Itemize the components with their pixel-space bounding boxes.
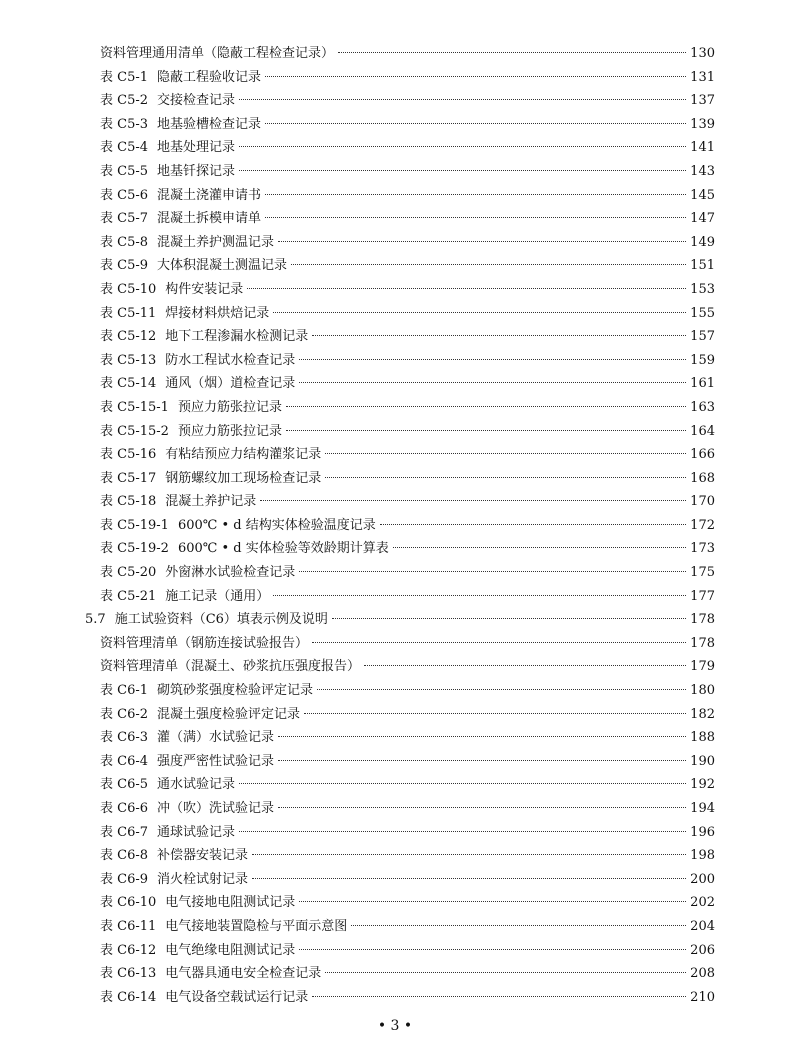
- toc-entry[interactable]: [85, 797, 715, 821]
- toc-entry-page: 168: [690, 470, 715, 486]
- dot-leader: [239, 169, 686, 171]
- toc-entry-code: 表 C5-11: [100, 305, 157, 321]
- toc-entry-code: 表 C5-10: [100, 281, 157, 297]
- dot-leader: [325, 971, 686, 973]
- dot-leader: [239, 830, 686, 832]
- toc-entry-code: 表 C6-8: [100, 848, 149, 864]
- toc-entry-title: 砌筑砂浆强度检验评定记录: [157, 683, 314, 699]
- toc-entry-title: 电气接地电阻测试记录: [165, 895, 296, 911]
- toc-entry-title: 通风（烟）道检查记录: [165, 376, 296, 392]
- dot-leader: [325, 476, 686, 478]
- toc-entry-code: 表 C5-13: [100, 352, 157, 368]
- toc-entry-page: 161: [690, 376, 715, 392]
- toc-entry[interactable]: [85, 915, 715, 939]
- toc-entry-page: 130: [690, 46, 715, 61]
- dot-leader: [273, 311, 686, 313]
- dot-leader: [239, 782, 686, 784]
- toc-entry-code: 表 C5-4: [100, 140, 149, 156]
- toc-entry-code: 表 C5-5: [100, 163, 149, 179]
- toc-entry-title: 强度严密性试验记录: [157, 753, 275, 769]
- toc-entry[interactable]: [85, 632, 715, 656]
- dot-leader: [247, 287, 686, 289]
- toc-entry-code: 表 C5-15-1: [100, 399, 169, 415]
- toc-entry-code: 表 C5-20: [100, 565, 157, 581]
- toc-entry-code: 表 C6-12: [100, 942, 157, 958]
- toc-entry[interactable]: [85, 750, 715, 774]
- toc-entry[interactable]: [85, 986, 715, 1010]
- toc-entry[interactable]: [85, 821, 715, 845]
- toc-entry[interactable]: [85, 490, 715, 514]
- toc-entry-title: 混凝土养护记录: [165, 494, 257, 510]
- toc-entry[interactable]: [85, 396, 715, 420]
- dot-leader: [265, 122, 686, 124]
- toc-entry[interactable]: [85, 891, 715, 915]
- toc-entry[interactable]: [85, 585, 715, 609]
- dot-leader: [252, 877, 686, 879]
- toc-entry-page: 190: [690, 753, 715, 769]
- toc-entry-code: 表 C5-18: [100, 494, 157, 510]
- toc-entry-title: 资料管理通用清单（隐蔽工程检查记录）: [100, 46, 335, 61]
- toc-entry-title: 构件安装记录: [165, 281, 244, 297]
- toc-entry-title: 地基验槽检查记录: [157, 116, 262, 132]
- toc-entry[interactable]: [85, 443, 715, 467]
- toc-entry-page: 172: [690, 517, 715, 533]
- dot-leader: [239, 98, 686, 100]
- dot-leader: [273, 594, 686, 596]
- toc-entry-page: 196: [690, 824, 715, 840]
- toc-entry-title: 资料管理清单（混凝土、砂浆抗压强度报告）: [100, 659, 361, 675]
- toc-entry[interactable]: [85, 254, 715, 278]
- dot-leader: [265, 193, 686, 195]
- toc-entry-page: 210: [690, 989, 715, 1005]
- toc-entry[interactable]: [85, 868, 715, 892]
- toc-entry-title: 电气接地装置隐检与平面示意图: [165, 918, 348, 934]
- toc-entry-code: 表 C5-1: [100, 69, 149, 85]
- toc-entry-title: 防水工程试水检查记录: [165, 352, 296, 368]
- dot-leader: [317, 688, 686, 690]
- toc-entry-title: 地基处理记录: [157, 140, 236, 156]
- toc-entry-code: 表 C5-7: [100, 211, 149, 227]
- toc-entry-title: 钢筋螺纹加工现场检查记录: [165, 470, 322, 486]
- toc-entry[interactable]: [85, 514, 715, 538]
- toc-entry-title: 大体积混凝土测温记录: [157, 258, 288, 274]
- toc-entry-page: 208: [690, 966, 715, 982]
- toc-entry-code: 表 C5-6: [100, 187, 149, 203]
- toc-entry-page: 175: [690, 565, 715, 581]
- toc-entry[interactable]: [85, 66, 715, 90]
- dot-leader: [299, 381, 686, 383]
- toc-entry[interactable]: [85, 962, 715, 986]
- dot-leader: [239, 145, 686, 147]
- toc-entry-title: 预应力筋张拉记录: [177, 399, 282, 415]
- toc-entry[interactable]: [85, 655, 715, 679]
- toc-entry-page: 166: [690, 447, 715, 463]
- dot-leader: [286, 405, 686, 407]
- toc-entry-code: 5.7: [85, 612, 106, 628]
- dot-leader: [299, 900, 686, 902]
- toc-entry-title: 电气器具通电安全检查记录: [165, 966, 322, 982]
- toc-entry-code: 表 C5-15-2: [100, 423, 169, 439]
- toc-entry-code: 表 C5-19-1: [100, 517, 169, 533]
- toc-entry-code: 表 C6-3: [100, 730, 149, 746]
- toc-entry-title: 有粘结预应力结构灌浆记录: [165, 447, 322, 463]
- toc-entry-page: 155: [690, 305, 715, 321]
- dot-leader: [265, 216, 686, 218]
- toc-entry-title: 外窗淋水试验检查记录: [165, 565, 296, 581]
- toc-entry[interactable]: [85, 703, 715, 727]
- toc-entry-page: 145: [690, 187, 715, 203]
- toc-section-heading[interactable]: [85, 608, 715, 632]
- toc-entry[interactable]: [85, 325, 715, 349]
- dot-leader: [265, 75, 686, 77]
- toc-entry-code: 表 C5-21: [100, 588, 157, 604]
- toc-entry-title: 资料管理清单（钢筋连接试验报告）: [100, 635, 309, 651]
- dot-leader: [299, 358, 686, 360]
- toc-entry-page: 157: [690, 329, 715, 345]
- toc-entry[interactable]: [85, 372, 715, 396]
- toc-entry[interactable]: [85, 726, 715, 750]
- dot-leader: [278, 240, 686, 242]
- toc-entry-title: 电气绝缘电阻测试记录: [165, 942, 296, 958]
- toc-entry-page: 198: [690, 848, 715, 864]
- toc-entry-page: 137: [690, 93, 715, 109]
- toc-entry-code: 表 C5-8: [100, 234, 149, 250]
- toc-entry[interactable]: [85, 302, 715, 326]
- toc-entry-page: 200: [690, 871, 715, 887]
- dot-leader: [278, 735, 686, 737]
- toc-entry-code: 表 C6-9: [100, 871, 149, 887]
- toc-entry-page: 147: [690, 211, 715, 227]
- toc-entry-page: 192: [690, 777, 715, 793]
- toc-entry-code: 表 C5-17: [100, 470, 157, 486]
- toc-entry-title: 600℃ • d 实体检验等效龄期计算表: [177, 541, 389, 557]
- dot-leader: [312, 641, 686, 643]
- toc-entry-page: 143: [690, 163, 715, 179]
- dot-leader: [260, 499, 686, 501]
- toc-entry-title: 混凝土强度检验评定记录: [157, 706, 301, 722]
- toc-entry-title: 600℃ • d 结构实体检验温度记录: [177, 517, 376, 533]
- toc-entry[interactable]: [85, 679, 715, 703]
- toc-entry[interactable]: [85, 467, 715, 491]
- toc-entry-code: 表 C5-14: [100, 376, 157, 392]
- dot-leader: [286, 429, 686, 431]
- toc-entry-page: 179: [690, 659, 715, 675]
- toc-entry-code: 表 C6-7: [100, 824, 149, 840]
- toc-entry-title: 通水试验记录: [157, 777, 236, 793]
- toc-entry-code: 表 C5-3: [100, 116, 149, 132]
- toc-entry-title: 地下工程渗漏水检测记录: [165, 329, 309, 345]
- dot-leader: [393, 546, 686, 548]
- dot-leader: [278, 759, 686, 761]
- toc-entry-title: 灌（满）水试验记录: [157, 730, 275, 746]
- dot-leader: [325, 452, 686, 454]
- toc-entry-page: 178: [690, 612, 715, 628]
- toc-entry-code: 表 C5-16: [100, 447, 157, 463]
- toc-entry-page: 173: [690, 541, 715, 557]
- toc-entry-title: 冲（吹）洗试验记录: [157, 801, 275, 816]
- toc-entry[interactable]: [85, 420, 715, 444]
- toc-entry-title: 交接检查记录: [157, 93, 236, 109]
- toc-entry-title: 电气设备空载试运行记录: [165, 989, 309, 1005]
- toc-entry-code: 表 C5-9: [100, 258, 149, 274]
- toc-entry-page: 178: [690, 635, 715, 651]
- toc-entry-code: 表 C6-1: [100, 683, 149, 699]
- toc-entry-page: 149: [690, 234, 715, 250]
- toc-entry-page: 163: [690, 399, 715, 415]
- toc-entry-page: 188: [690, 730, 715, 746]
- toc-entry-page: 202: [690, 895, 715, 911]
- toc-entry-page: 206: [690, 942, 715, 958]
- toc-entry-page: 177: [690, 588, 715, 604]
- toc-entry-page: 164: [690, 423, 715, 439]
- toc-entry[interactable]: [85, 160, 715, 184]
- toc-entry[interactable]: [85, 184, 715, 208]
- dot-leader: [338, 51, 686, 53]
- toc-entry-page: 170: [690, 494, 715, 510]
- toc-entry-page: 159: [690, 352, 715, 368]
- toc-entry[interactable]: [85, 207, 715, 231]
- toc-entry-code: 表 C6-10: [100, 895, 157, 911]
- dot-leader: [380, 523, 686, 525]
- dot-leader: [364, 664, 686, 666]
- toc-entry-title: 消火栓试射记录: [157, 871, 249, 887]
- toc-entry-code: 表 C6-6: [100, 801, 149, 816]
- dot-leader: [278, 806, 686, 808]
- toc-entry-page: 194: [690, 801, 715, 816]
- toc-entry[interactable]: [85, 939, 715, 963]
- toc-entry-code: 表 C5-12: [100, 329, 157, 345]
- dot-leader: [312, 334, 686, 336]
- toc-entry-page: 141: [690, 140, 715, 156]
- dot-leader: [299, 948, 686, 950]
- toc-entry-title: 隐蔽工程验收记录: [157, 69, 262, 85]
- toc-entry-title: 地基钎探记录: [157, 163, 236, 179]
- dot-leader: [291, 263, 686, 265]
- toc-entry-title: 预应力筋张拉记录: [177, 423, 282, 439]
- toc-entry-title: 焊接材料烘焙记录: [165, 305, 270, 321]
- toc-entry-page: 180: [690, 683, 715, 699]
- dot-leader: [304, 712, 686, 714]
- table-of-contents: [85, 42, 715, 1009]
- toc-entry-code: 表 C5-19-2: [100, 541, 169, 557]
- dot-leader: [351, 924, 686, 926]
- toc-entry[interactable]: [85, 561, 715, 585]
- toc-entry-title: 混凝土拆模申请单: [157, 211, 262, 227]
- toc-entry-title: 补偿器安装记录: [157, 848, 249, 864]
- toc-entry-page: 131: [690, 69, 715, 85]
- toc-entry[interactable]: [85, 42, 715, 66]
- toc-entry-title: 混凝土浇灌申请书: [157, 187, 262, 203]
- toc-entry-page: 139: [690, 116, 715, 132]
- page-number: • 3 •: [377, 1018, 413, 1034]
- toc-entry-title: 混凝土养护测温记录: [157, 234, 275, 250]
- toc-entry-title: 施工试验资料（C6）填表示例及说明: [114, 612, 328, 628]
- toc-entry-code: 表 C6-5: [100, 777, 149, 793]
- toc-entry-page: 153: [690, 281, 715, 297]
- dot-leader: [299, 570, 686, 572]
- toc-entry[interactable]: [85, 113, 715, 137]
- toc-entry[interactable]: [85, 773, 715, 797]
- toc-entry-code: 表 C6-11: [100, 918, 157, 934]
- toc-entry-title: 施工记录（通用）: [165, 588, 270, 604]
- toc-entry[interactable]: [85, 89, 715, 113]
- toc-entry[interactable]: [85, 278, 715, 302]
- toc-entry-code: 表 C6-2: [100, 706, 149, 722]
- dot-leader: [332, 617, 686, 619]
- dot-leader: [252, 853, 686, 855]
- toc-entry-code: 表 C6-13: [100, 966, 157, 982]
- toc-entry[interactable]: [85, 844, 715, 868]
- toc-entry[interactable]: [85, 537, 715, 561]
- toc-entry-code: 表 C6-4: [100, 753, 149, 769]
- toc-entry-title: 通球试验记录: [157, 824, 236, 840]
- toc-entry[interactable]: [85, 231, 715, 255]
- toc-entry-page: 151: [690, 258, 715, 274]
- toc-entry-code: 表 C6-14: [100, 989, 157, 1005]
- dot-leader: [312, 995, 686, 997]
- toc-entry[interactable]: [85, 349, 715, 373]
- toc-entry-page: 204: [690, 918, 715, 934]
- toc-entry[interactable]: [85, 136, 715, 160]
- toc-entry-page: 182: [690, 706, 715, 722]
- toc-entry-code: 表 C5-2: [100, 93, 149, 109]
